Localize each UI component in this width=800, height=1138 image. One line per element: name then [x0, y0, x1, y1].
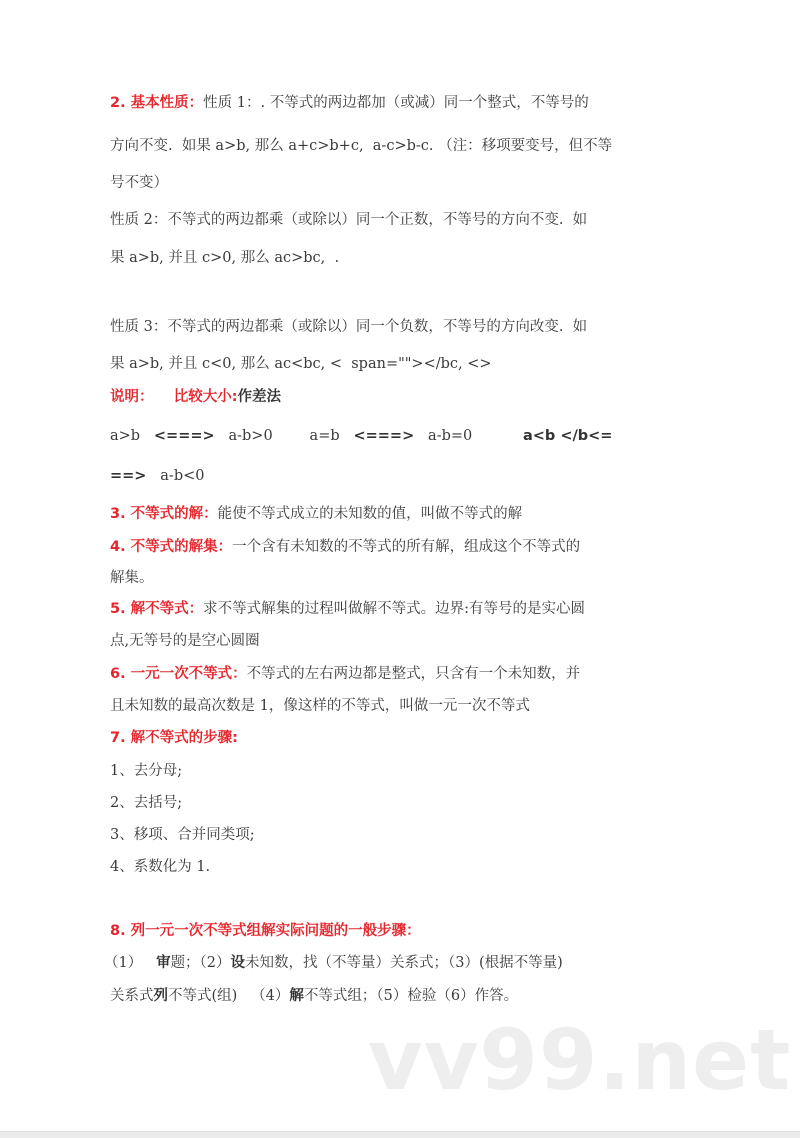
section-5: [110, 599, 585, 619]
section-6-heading: 6. 一元一次不等式：: [110, 666, 247, 682]
text: 审: [156, 955, 171, 971]
equiv-arrow: ==>: [110, 468, 147, 484]
section-2-heading: 2. 基本性质：: [110, 95, 204, 111]
section-7-heading: 7. 解不等式的步骤:: [110, 730, 238, 746]
section-4-line-2: 解集。: [110, 570, 154, 586]
text: 求不等式解集的过程叫做解不等式。边界:有等号的是实心圆: [203, 601, 586, 617]
text: 列: [153, 988, 168, 1004]
text: （1）: [104, 955, 157, 971]
section-8-line-2: [110, 986, 518, 1006]
equiv-arrow: <===>: [353, 428, 415, 444]
text: 设: [230, 955, 246, 971]
section-8-line-1: [104, 953, 563, 973]
text: a-b<0: [146, 468, 205, 484]
text: 关系式: [110, 988, 154, 1004]
watermark: vv99.net: [368, 1011, 792, 1109]
section-4-heading: 4. 不等式的解集：: [110, 539, 233, 555]
step-item: 4、系数化为 1.: [110, 859, 211, 875]
section-3-heading: 3. 不等式的解：: [110, 506, 218, 522]
comparison-line-2: [110, 466, 204, 486]
step-item: 2、去括号;: [110, 795, 183, 811]
property-2-line-1: 性质 2：不等式的两边都乘（或除以）同一个正数，不等号的方向不变. 如: [110, 212, 588, 228]
text: 不等式的左右两边都是整式，只含有一个未知数，并: [246, 666, 581, 682]
text: 性质 1：. 不等式的两边都加（或减）同一个整式，不等号的: [203, 95, 589, 111]
property-1-line-3: 号不变）: [110, 175, 168, 191]
section-6: [110, 664, 580, 684]
equiv-arrow: <===>: [153, 428, 215, 444]
section-6-line-2: 且未知数的最高次数是 1，像这样的不等式，叫做一元一次不等式: [110, 698, 530, 714]
text: 不等式(组) （4）: [168, 988, 290, 1004]
note-method: 作差法: [237, 389, 281, 405]
comparison-line-1: [110, 426, 612, 446]
text: 解: [289, 988, 304, 1004]
text: a-b>0 a=b: [214, 428, 354, 444]
step-item: 1、去分母;: [110, 763, 183, 779]
property-1-line-1: [110, 93, 589, 113]
section-5-heading: 5. 解不等式：: [110, 601, 204, 617]
section-8-heading: 8. 列一元一次不等式组解实际问题的一般步骤：: [110, 923, 421, 939]
step-item: 3、移项、合并同类项;: [110, 827, 255, 843]
text: 能使不等式成立的未知数的值，叫做不等式的解: [217, 506, 523, 522]
text: a<b </b<=: [522, 428, 613, 444]
text: 题；（2）: [170, 955, 231, 971]
text: 未知数，找（不等量）关系式；（3）(根据不等量): [245, 955, 563, 971]
section-3: [110, 504, 522, 524]
note-line: [110, 387, 281, 407]
property-1-line-2: 方向不变. 如果 a>b, 那么 a+c>b+c, a-c>b-c. （注：移项要变号，但不等: [110, 138, 613, 154]
section-5-line-2: 点,无等号的是空心圆圈: [110, 633, 260, 649]
property-2-line-2: 果 a>b, 并且 c>0, 那么 ac>bc, .: [110, 250, 340, 266]
text: a>b: [110, 428, 154, 444]
property-3-line-1: 性质 3：不等式的两边都乘（或除以）同一个负数，不等号的方向改变. 如: [110, 319, 588, 335]
note-heading: 说明： 比较大小:: [110, 389, 238, 405]
text: 不等式组；（5）检验（6）作答。: [303, 988, 519, 1004]
text: 一个含有未知数的不等式的所有解，组成这个不等式的: [232, 539, 581, 555]
section-4: [110, 537, 580, 557]
text: a-b=0: [414, 428, 523, 444]
property-3-line-2: 果 a>b, 并且 c<0, 那么 ac<bc, < span=""></bc, <>: [110, 356, 492, 372]
